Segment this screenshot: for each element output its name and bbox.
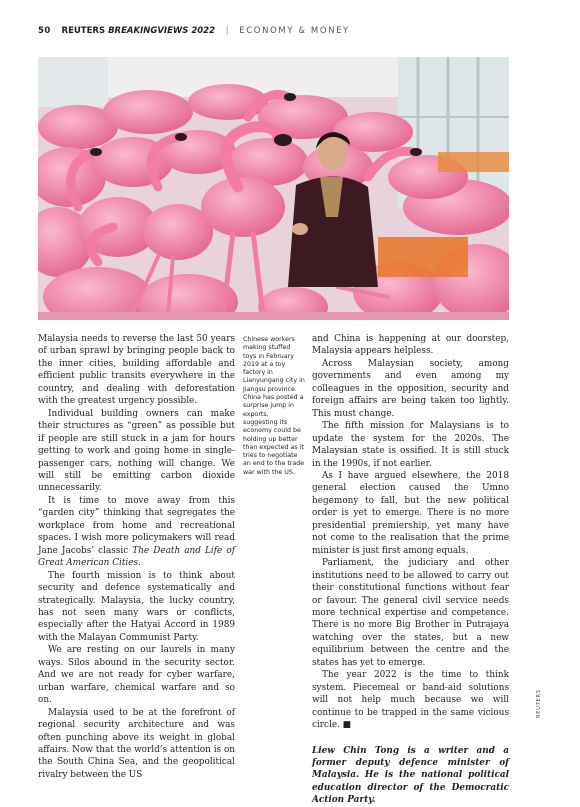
column-right (312, 333, 509, 807)
paragraph: Malaysia needs to reverse the last 50 years of urban sprawl by bringing people back to the inner cities, building affordable and efficient public transits everywhere in the country, and dealing with deforestation with the greatest urgency possible. (38, 334, 235, 407)
paragraph-text: It is time to move away from this “garden city” thinking that segregates the workplace from home and recreational spaces. I wish more policymakers will read Jane Jacobs’ classic (38, 495, 235, 556)
header-separator: | (225, 26, 229, 36)
page-number: 50 (38, 26, 51, 36)
paragraph-text: The year 2022 is the time to think system. Piecemeal or band-aid solutions will not help much because we will continue to be trapped in the same vicious circle. (312, 670, 509, 731)
running-header (38, 26, 558, 40)
section-name: ECONOMY & MONEY (239, 26, 350, 36)
paragraph: The fourth mission is to think about security and defence systematically and strategically. Malaysia, the lucky country, has not seen many wars or conflicts, especially after the Hatyai Accord in 1989 with the Malayan Communist Party. (38, 570, 235, 643)
vertical-credit: REUTERS (536, 689, 542, 718)
paragraph: Individual building owners can make their structures as “green” as possible but if people are still stuck in a jam for hours getting to work and going home in single-passenger cars, nothing will change. We will still be emitting carbon dioxide unnecessarily. (38, 408, 235, 494)
paragraph (312, 669, 509, 731)
paragraph: and China is happening at our doorstep, Malaysia appears helpless. (312, 334, 509, 357)
end-mark: ■ (342, 720, 352, 731)
feature-photo (38, 57, 509, 320)
column-left (38, 333, 235, 781)
book-title: The Death and Life of Great American Cities (38, 545, 235, 569)
paragraph: We are resting on our laurels in many ways. Silos abound in the security sector. And we are not ready for cyber warfare, urban warfare, chemical warfare and so on. (38, 645, 235, 706)
paragraph: The fifth mission for Malaysians is to update the system for the 2020s. The Malaysian state is ossified. It is still stuck in the 1990s, if not earlier. (312, 421, 509, 469)
photo-illustration (38, 57, 509, 320)
photo-caption: Chinese workers making stuffed toys in February 2019 at a toy factory in Lianyungang city in Jiangsu province. China has posted a surprise jump in exports, suggesting its economy could be holding up better than expected as it tries to negotiate an end to the trade war with the US. (243, 336, 305, 476)
paragraph: As I have argued elsewhere, the 2018 general election caused the Umno hegemony to fall, but the new political order is yet to emerge. There is no more presidential premiership, yet many have not come to the realisation that the prime minister is just first among equals. (312, 470, 509, 556)
paragraph: Across Malaysian society, among governments and even among my colleagues in the opposition, security and foreign affairs are being taken too lightly. This must change. (312, 358, 509, 419)
publication-name: BREAKINGVIEWS 2022 (108, 26, 215, 36)
brand-name: REUTERS (61, 26, 106, 36)
paragraph: Malaysia used to be at the forefront of regional security architecture and was often punching above its weight in global affairs. Now that the world’s attention is on the South China Sea, and the geopolitical rivalry between the US (38, 707, 235, 780)
paragraph (38, 495, 235, 570)
paragraph-text: . (138, 558, 141, 569)
paragraph: Parliament, the judiciary and other institutions need to be allowed to carry out their constitutional functions without fear or favour. The general civil service needs more technical expertise and competence. There is no more Big Brother in Putrajaya watching over the states, but a new equilibrium between the centre and the states has yet to emerge. (312, 558, 509, 668)
author-bio: Liew Chin Tong is a writer and a former deputy defence minister of Malaysia. He is the national political education director of the Democratic Action Party. (312, 745, 509, 806)
